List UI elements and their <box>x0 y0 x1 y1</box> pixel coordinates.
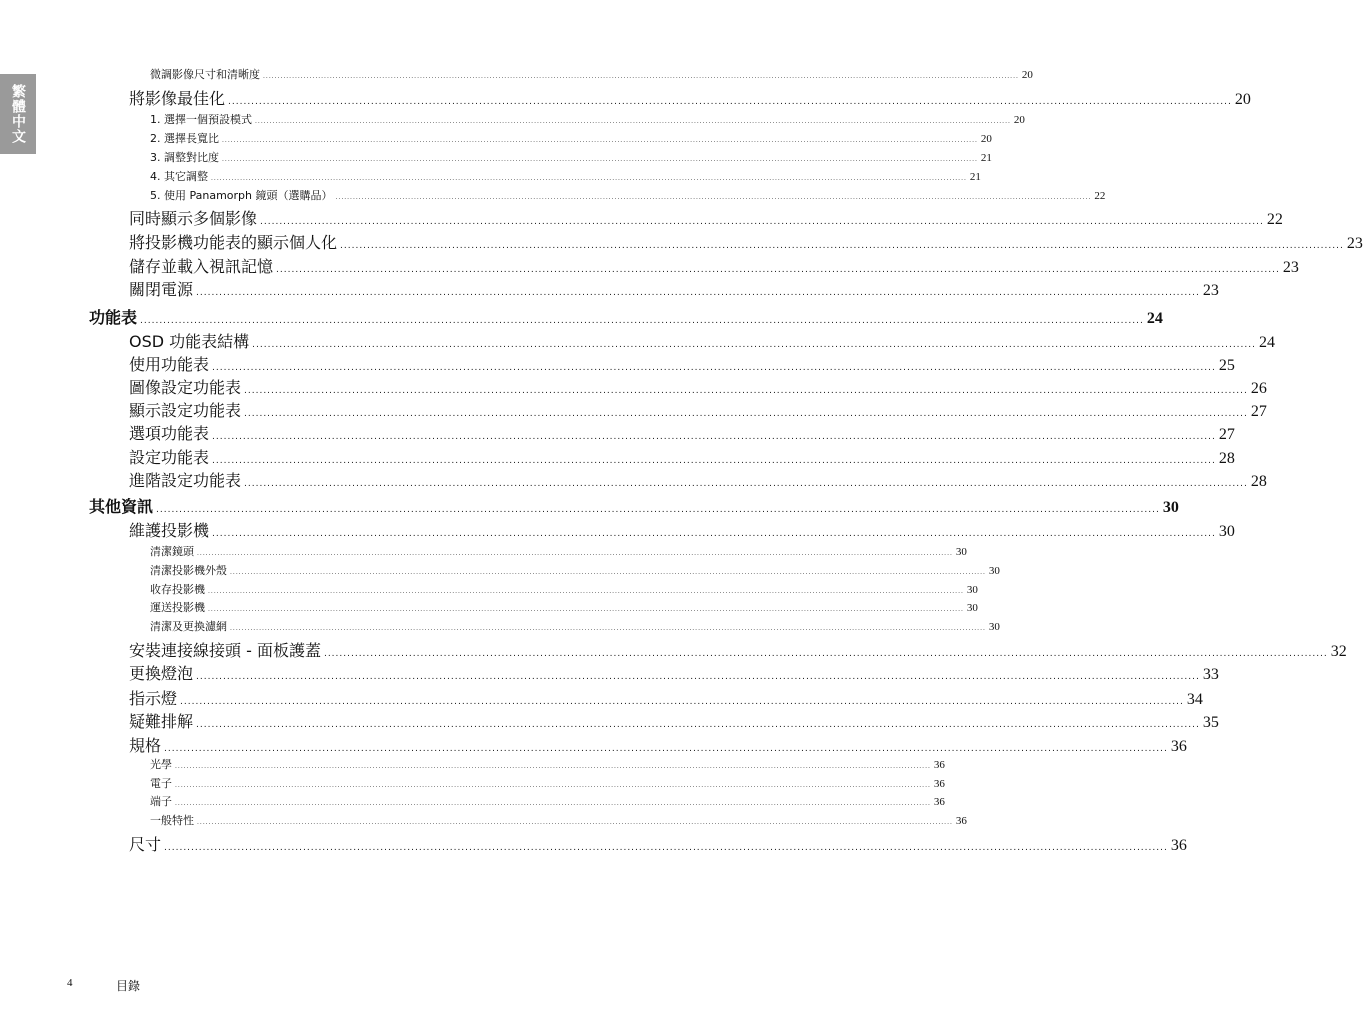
toc-entry-page: 26 <box>1250 380 1267 397</box>
toc-entry-page: 33 <box>1202 666 1219 683</box>
toc-entry-title: 進階設定功能表 <box>129 471 242 490</box>
toc-dot-leader: .................................................................................................................................................................................................................................................................... <box>263 73 1019 80</box>
toc-entry-level-3[interactable] <box>150 618 1000 634</box>
toc-entry-level-3[interactable] <box>150 149 992 165</box>
toc-entry-level-2[interactable] <box>129 352 1235 375</box>
toc-entry-level-1[interactable] <box>89 305 1163 328</box>
toc-dot-leader: .................................................................................................................................................................................................................................................................... <box>196 288 1200 298</box>
toc-dot-leader: .................................................................................................................................................................................................................................................................... <box>197 819 953 826</box>
toc-entry-title: 疑難排解 <box>129 712 194 731</box>
toc-entry-title: 功能表 <box>89 308 138 327</box>
toc-entry-title: 電子 <box>150 777 172 790</box>
toc-entry-level-2[interactable] <box>129 206 1283 229</box>
toc-entry-page: 23 <box>1346 235 1363 252</box>
toc-entry-page: 25 <box>1218 357 1235 374</box>
toc-entry-page: 20 <box>1021 69 1033 81</box>
toc-dot-leader: .................................................................................................................................................................................................................................................................... <box>230 625 986 632</box>
toc-entry-title: 3. 調整對比度 <box>150 151 219 164</box>
toc-entry-level-3[interactable] <box>150 756 945 772</box>
toc-entry-level-3[interactable] <box>150 793 945 809</box>
toc-entry-title: 尺寸 <box>129 835 162 854</box>
toc-entry-level-2[interactable] <box>129 329 1275 352</box>
toc-entry-level-2[interactable] <box>129 733 1187 756</box>
language-side-tab-label: 繁體中文 <box>10 84 26 144</box>
toc-entry-title: 一般特性 <box>150 814 194 827</box>
toc-entry-level-2[interactable] <box>129 518 1235 541</box>
toc-entry-level-2[interactable] <box>129 661 1219 684</box>
toc-entry-page: 35 <box>1202 714 1219 731</box>
toc-entry-page: 36 <box>1170 738 1187 755</box>
toc-entry-level-3[interactable] <box>150 775 945 791</box>
toc-dot-leader: .................................................................................................................................................................................................................................................................... <box>180 697 1184 707</box>
toc-dot-leader: .................................................................................................................................................................................................................................................................... <box>276 265 1280 275</box>
toc-dot-leader: .................................................................................................................................................................................................................................................................... <box>244 386 1248 396</box>
toc-entry-title: 運送投影機 <box>150 601 205 614</box>
toc-entry-level-2[interactable] <box>129 638 1347 661</box>
toc-entry-level-3[interactable] <box>150 168 981 184</box>
toc-entry-level-3[interactable] <box>150 187 1106 203</box>
toc-entry-page: 28 <box>1250 473 1267 490</box>
toc-entry-level-2[interactable] <box>129 832 1187 855</box>
toc-entry-level-2[interactable] <box>129 375 1267 398</box>
toc-entry-title: 顯示設定功能表 <box>129 401 242 420</box>
toc-dot-leader: .................................................................................................................................................................................................................................................................... <box>197 550 953 557</box>
toc-entry-title: 設定功能表 <box>129 448 210 467</box>
toc-dot-leader: .................................................................................................................................................................................................................................................................... <box>164 744 1168 754</box>
toc-entry-page: 22 <box>1266 211 1283 228</box>
toc-dot-leader: .................................................................................................................................................................................................................................................................... <box>212 432 1216 442</box>
language-side-tab[interactable] <box>0 74 36 154</box>
toc-dot-leader: .................................................................................................................................................................................................................................................................... <box>211 175 967 182</box>
toc-dot-leader: .................................................................................................................................................................................................................................................................... <box>175 763 931 770</box>
toc-entry-title: 微調影像尺寸和清晰度 <box>150 68 260 81</box>
toc-dot-leader: .................................................................................................................................................................................................................................................................... <box>196 672 1200 682</box>
toc-dot-leader: .................................................................................................................................................................................................................................................................... <box>212 456 1216 466</box>
toc-entry-page: 24 <box>1146 310 1163 327</box>
toc-dot-leader: .................................................................................................................................................................................................................................................................... <box>260 217 1264 227</box>
toc-dot-leader: .................................................................................................................................................................................................................................................................... <box>252 340 1256 350</box>
toc-entry-page: 30 <box>1162 499 1179 516</box>
toc-dot-leader: .................................................................................................................................................................................................................................................................... <box>230 569 986 576</box>
toc-entry-level-1[interactable] <box>89 494 1179 517</box>
toc-entry-page: 36 <box>933 796 945 808</box>
toc-entry-level-3[interactable] <box>150 66 1033 82</box>
toc-entry-title: 儲存並載入視訊記憶 <box>129 257 274 276</box>
toc-entry-page: 30 <box>988 621 1000 633</box>
toc-entry-title: 維護投影機 <box>129 521 210 540</box>
toc-entry-level-3[interactable] <box>150 543 967 559</box>
toc-entry-level-3[interactable] <box>150 581 978 597</box>
toc-entry-level-3[interactable] <box>150 599 978 615</box>
toc-entry-level-2[interactable] <box>129 277 1219 300</box>
toc-entry-title: 2. 選擇長寬比 <box>150 132 219 145</box>
toc-dot-leader: .................................................................................................................................................................................................................................................................... <box>335 194 1092 201</box>
toc-entry-title: 清潔及更換濾網 <box>150 620 227 633</box>
toc-dot-leader: .................................................................................................................................................................................................................................................................... <box>175 782 931 789</box>
toc-entry-title: 端子 <box>150 795 172 808</box>
toc-entry-level-3[interactable] <box>150 812 967 828</box>
toc-entry-page: 27 <box>1218 426 1235 443</box>
toc-entry-level-2[interactable] <box>129 254 1299 277</box>
toc-entry-level-3[interactable] <box>150 130 992 146</box>
toc-entry-level-2[interactable] <box>129 86 1251 109</box>
toc-entry-page: 20 <box>980 133 992 145</box>
toc-entry-page: 36 <box>1170 837 1187 854</box>
toc-dot-leader: .................................................................................................................................................................................................................................................................... <box>212 363 1216 373</box>
toc-dot-leader: .................................................................................................................................................................................................................................................................... <box>208 588 964 595</box>
toc-entry-page: 21 <box>969 171 981 183</box>
toc-entry-page: 34 <box>1186 691 1203 708</box>
toc-entry-title: 收存投影機 <box>150 583 205 596</box>
toc-entry-page: 36 <box>933 778 945 790</box>
toc-entry-title: 將影像最佳化 <box>129 89 226 108</box>
toc-entry-level-2[interactable] <box>129 468 1267 491</box>
toc-dot-leader: .................................................................................................................................................................................................................................................................... <box>140 316 1144 326</box>
toc-entry-title: 選項功能表 <box>129 424 210 443</box>
toc-dot-leader: .................................................................................................................................................................................................................................................................... <box>222 156 978 163</box>
toc-entry-title: 清潔鏡頭 <box>150 545 194 558</box>
toc-entry-level-2[interactable] <box>129 398 1267 421</box>
toc-dot-leader: .................................................................................................................................................................................................................................................................... <box>244 479 1248 489</box>
toc-entry-page: 21 <box>980 152 992 164</box>
toc-entry-title: 其他資訊 <box>89 497 154 516</box>
toc-entry-level-3[interactable] <box>150 111 1025 127</box>
toc-entry-page: 30 <box>966 602 978 614</box>
toc-entry-title: 同時顯示多個影像 <box>129 209 258 228</box>
toc-entry-level-3[interactable] <box>150 562 1000 578</box>
toc-dot-leader: .................................................................................................................................................................................................................................................................... <box>340 241 1344 251</box>
toc-entry-level-2[interactable] <box>129 686 1203 709</box>
toc-dot-leader: .................................................................................................................................................................................................................................................................... <box>196 720 1200 730</box>
toc-dot-leader: .................................................................................................................................................................................................................................................................... <box>164 843 1168 853</box>
toc-entry-page: 24 <box>1259 334 1275 351</box>
toc-entry-title: 1. 選擇一個預設模式 <box>150 113 252 126</box>
toc-entry-page: 32 <box>1330 643 1347 660</box>
toc-entry-page: 30 <box>988 565 1000 577</box>
toc-entry-level-2[interactable] <box>129 230 1363 253</box>
toc-entry-title: 使用功能表 <box>129 355 210 374</box>
toc-entry-page: 28 <box>1218 450 1235 467</box>
toc-entry-page: 20 <box>1013 114 1025 126</box>
toc-entry-page: 30 <box>955 546 967 558</box>
toc-entry-level-2[interactable] <box>129 445 1235 468</box>
toc-dot-leader: .................................................................................................................................................................................................................................................................... <box>212 529 1216 539</box>
toc-entry-level-2[interactable] <box>129 709 1219 732</box>
toc-entry-level-2[interactable] <box>129 421 1235 444</box>
toc-entry-title: 清潔投影機外殼 <box>150 564 227 577</box>
toc-entry-page: 22 <box>1094 190 1106 202</box>
page-number: 4 <box>67 977 73 989</box>
toc-entry-page: 30 <box>1218 523 1235 540</box>
toc-entry-title: 安裝連接線接頭 - 面板護蓋 <box>129 641 321 660</box>
toc-entry-title: OSD 功能表結構 <box>129 332 250 351</box>
toc-entry-page: 23 <box>1202 282 1219 299</box>
toc-dot-leader: .................................................................................................................................................................................................................................................................... <box>175 800 931 807</box>
toc-entry-title: 指示燈 <box>129 689 178 708</box>
footer-section-title: 目錄 <box>116 979 141 993</box>
toc-entry-title: 圖像設定功能表 <box>129 378 242 397</box>
toc-entry-title: 將投影機功能表的顯示個人化 <box>129 233 338 252</box>
toc-dot-leader: .................................................................................................................................................................................................................................................................... <box>222 137 978 144</box>
toc-dot-leader: .................................................................................................................................................................................................................................................................... <box>255 118 1011 125</box>
toc-entry-page: 20 <box>1234 91 1251 108</box>
toc-entry-title: 4. 其它調整 <box>150 170 208 183</box>
toc-entry-page: 23 <box>1282 259 1299 276</box>
toc-entry-page: 36 <box>955 815 967 827</box>
toc-dot-leader: .................................................................................................................................................................................................................................................................... <box>244 409 1248 419</box>
toc-entry-page: 36 <box>933 759 945 771</box>
toc-entry-page: 30 <box>966 584 978 596</box>
toc-entry-title: 5. 使用 Panamorph 鏡頭（選購品） <box>150 189 333 202</box>
toc-entry-title: 光學 <box>150 758 172 771</box>
toc-entry-title: 關閉電源 <box>129 280 194 299</box>
toc-entry-page: 27 <box>1250 403 1267 420</box>
toc-dot-leader: .................................................................................................................................................................................................................................................................... <box>323 649 1328 659</box>
toc-entry-title: 規格 <box>129 736 162 755</box>
toc-dot-leader: .................................................................................................................................................................................................................................................................... <box>156 505 1160 515</box>
toc-dot-leader: .................................................................................................................................................................................................................................................................... <box>208 606 964 613</box>
toc-dot-leader: .................................................................................................................................................................................................................................................................... <box>228 97 1232 107</box>
toc-entry-title: 更換燈泡 <box>129 664 194 683</box>
